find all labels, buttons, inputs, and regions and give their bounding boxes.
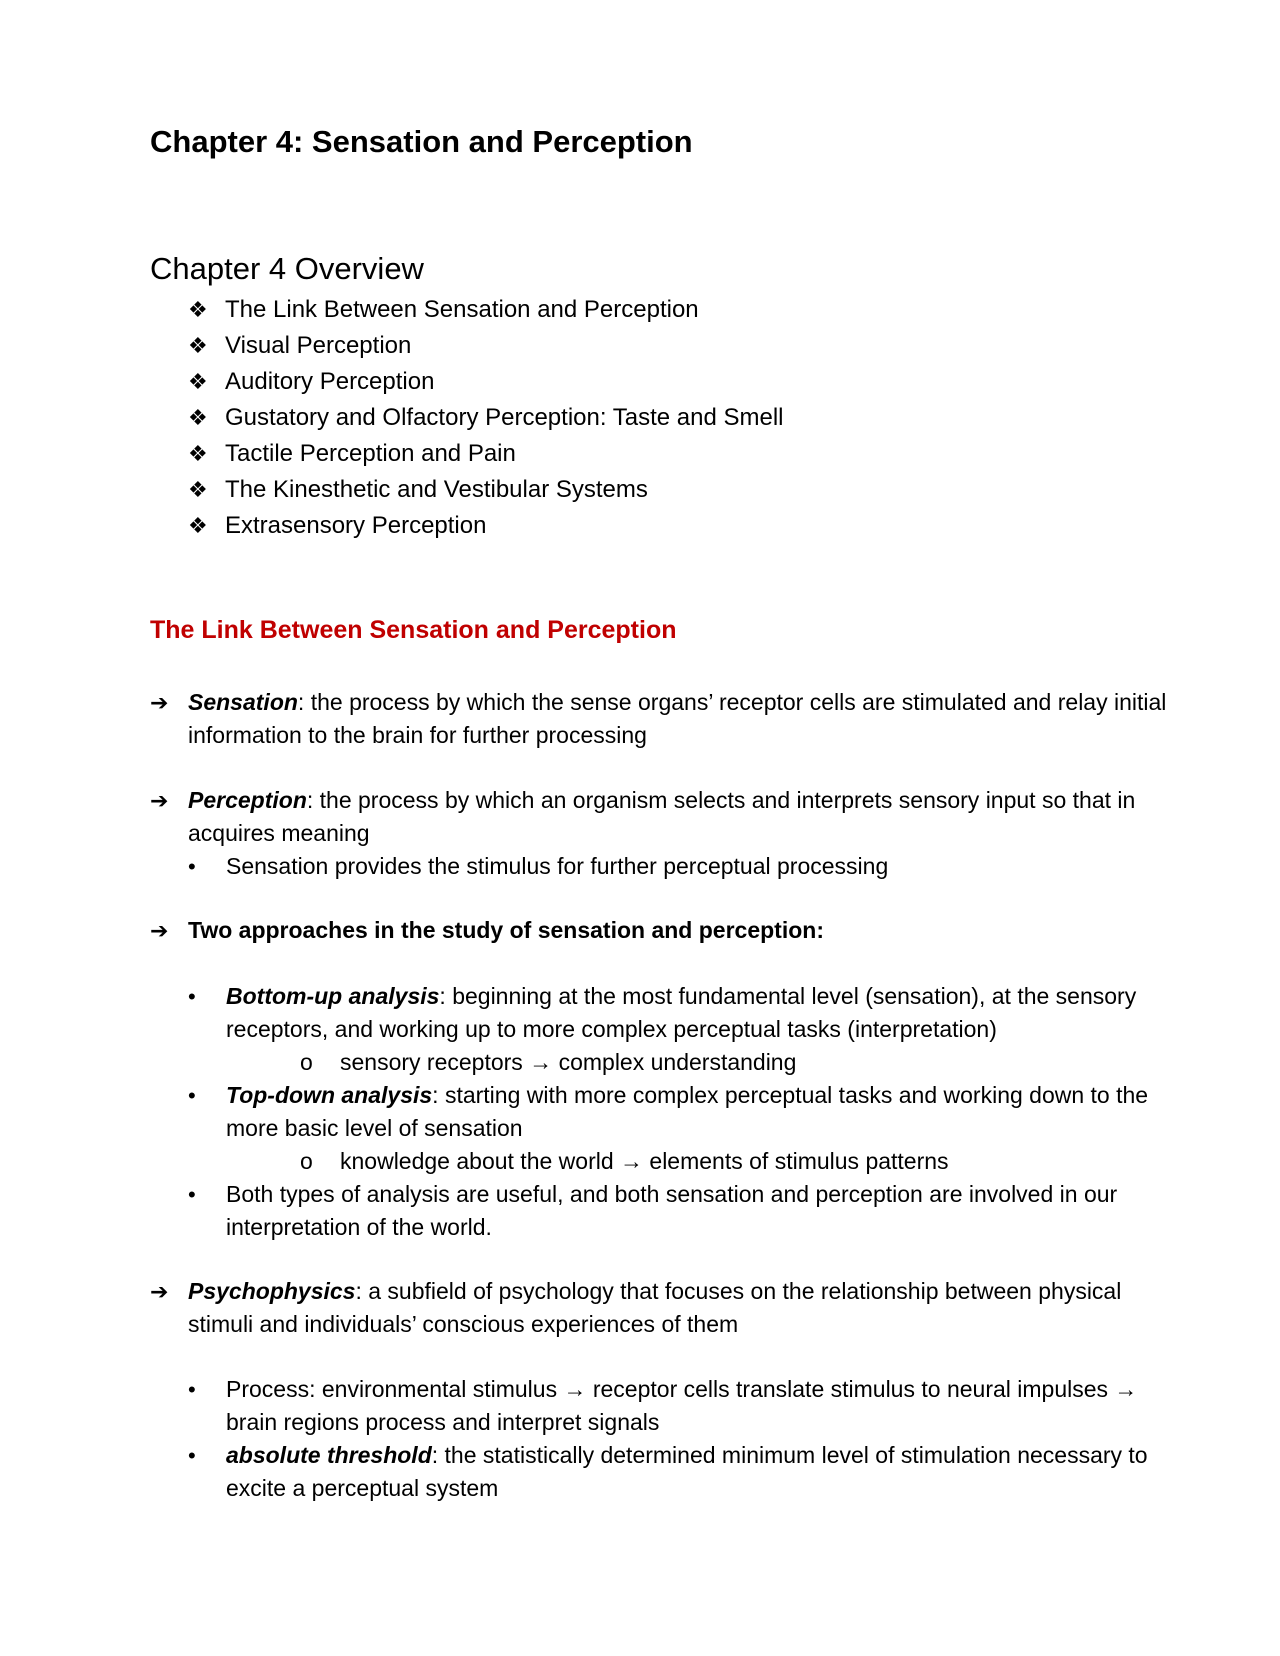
diamond-bullet-icon: ❖ bbox=[188, 405, 208, 430]
sub-bullet-item bbox=[150, 1145, 1170, 1178]
bullet-icon: • bbox=[188, 984, 196, 1009]
list-item bbox=[188, 436, 784, 472]
diamond-bullet-icon: ❖ bbox=[188, 333, 208, 358]
list-item bbox=[188, 472, 784, 508]
list-item bbox=[188, 508, 784, 544]
diamond-bullet-icon: ❖ bbox=[188, 369, 208, 394]
overview-item-label: The Link Between Sensation and Perception bbox=[225, 296, 699, 323]
diamond-bullet-icon: ❖ bbox=[188, 477, 208, 502]
sensation-block bbox=[150, 686, 1170, 752]
psychophysics-block bbox=[150, 1275, 1170, 1341]
definition-item bbox=[150, 1275, 1170, 1341]
list-item bbox=[188, 364, 784, 400]
approaches-list bbox=[150, 980, 1170, 1244]
arrow-bullet-icon: ➔ bbox=[150, 918, 169, 943]
overview-item-label: Visual Perception bbox=[225, 332, 412, 359]
sub-bullet-text: knowledge about the world → elements of stimulus patterns bbox=[340, 1148, 949, 1174]
section-heading: The Link Between Sensation and Perception bbox=[150, 616, 677, 644]
bullet-icon: • bbox=[188, 1443, 196, 1468]
bullet-item bbox=[150, 850, 1170, 883]
term-label: Perception bbox=[188, 787, 307, 813]
approaches-heading-text: Two approaches in the study of sensation and perception: bbox=[188, 917, 824, 943]
circle-bullet-icon: o bbox=[300, 1148, 313, 1174]
term-label: Psychophysics bbox=[188, 1278, 356, 1304]
list-item bbox=[188, 292, 784, 328]
arrow-bullet-icon: ➔ bbox=[150, 1279, 169, 1304]
overview-heading: Chapter 4 Overview bbox=[150, 251, 424, 286]
term-label: absolute threshold bbox=[226, 1442, 432, 1468]
overview-item-label: The Kinesthetic and Vestibular Systems bbox=[225, 476, 648, 503]
bullet-icon: • bbox=[188, 1083, 196, 1108]
bullet-text: Process: environmental stimulus → receptor cells translate stimulus to neural impulses → brain regions process and interpret signals bbox=[226, 1376, 1138, 1435]
diamond-bullet-icon: ❖ bbox=[188, 297, 208, 322]
bullet-icon: • bbox=[188, 1182, 196, 1207]
list-item bbox=[188, 328, 784, 364]
overview-item-label: Extrasensory Perception bbox=[225, 512, 487, 539]
definition-text: : the statistically determined minimum level of stimulation necessary to excite a perceptual system bbox=[226, 1442, 1148, 1501]
circle-bullet-icon: o bbox=[300, 1049, 313, 1075]
approaches-heading bbox=[150, 914, 1170, 947]
term-label: Top-down analysis bbox=[226, 1082, 433, 1108]
sub-bullet-item bbox=[150, 1046, 1170, 1079]
term-label: Sensation bbox=[188, 689, 298, 715]
bullet-item bbox=[150, 1178, 1170, 1244]
bullet-text: Both types of analysis are useful, and both sensation and perception are involved in our interpretation of the world. bbox=[226, 1181, 1118, 1240]
psychophysics-list bbox=[150, 1373, 1170, 1505]
diamond-bullet-icon: ❖ bbox=[188, 513, 208, 538]
arrow-bullet-icon: ➔ bbox=[150, 788, 169, 813]
document-title: Chapter 4: Sensation and Perception bbox=[150, 124, 693, 159]
bullet-item bbox=[150, 980, 1170, 1046]
bullet-item bbox=[150, 1373, 1170, 1439]
bullet-item bbox=[150, 1079, 1170, 1145]
diamond-bullet-icon: ❖ bbox=[188, 441, 208, 466]
bullet-icon: • bbox=[188, 854, 196, 879]
perception-block bbox=[150, 784, 1170, 883]
list-item bbox=[188, 400, 784, 436]
definition-text: : beginning at the most fundamental level (sensation), at the sensory receptors, and working up to more complex perceptual tasks (interpretation) bbox=[226, 983, 1137, 1042]
arrow-bullet-icon: ➔ bbox=[150, 690, 169, 715]
document-page bbox=[150, 0, 1170, 1656]
overview-item-label: Gustatory and Olfactory Perception: Taste and Smell bbox=[225, 404, 784, 431]
term-label: Bottom-up analysis bbox=[226, 983, 440, 1009]
overview-item-label: Tactile Perception and Pain bbox=[225, 440, 516, 467]
definition-text: : a subfield of psychology that focuses on the relationship between physical stimuli and individuals’ conscious experiences of them bbox=[188, 1278, 1122, 1337]
definition-text: : starting with more complex perceptual tasks and working down to the more basic level of sensation bbox=[226, 1082, 1149, 1141]
bullet-icon: • bbox=[188, 1377, 196, 1402]
bullet-item bbox=[150, 1439, 1170, 1505]
overview-item-label: Auditory Perception bbox=[225, 368, 435, 395]
approaches-heading-block bbox=[150, 914, 1170, 947]
overview-list bbox=[188, 292, 784, 544]
sub-bullet-text: sensory receptors → complex understanding bbox=[340, 1049, 797, 1075]
definition-text: : the process by which the sense organs’ receptor cells are stimulated and relay initial information to the brain for further processing bbox=[188, 689, 1167, 748]
definition-item bbox=[150, 784, 1170, 850]
definition-text: : the process by which an organism selects and interprets sensory input so that in acquires meaning bbox=[188, 787, 1136, 846]
bullet-text: Sensation provides the stimulus for further perceptual processing bbox=[226, 853, 889, 879]
definition-item bbox=[150, 686, 1170, 752]
